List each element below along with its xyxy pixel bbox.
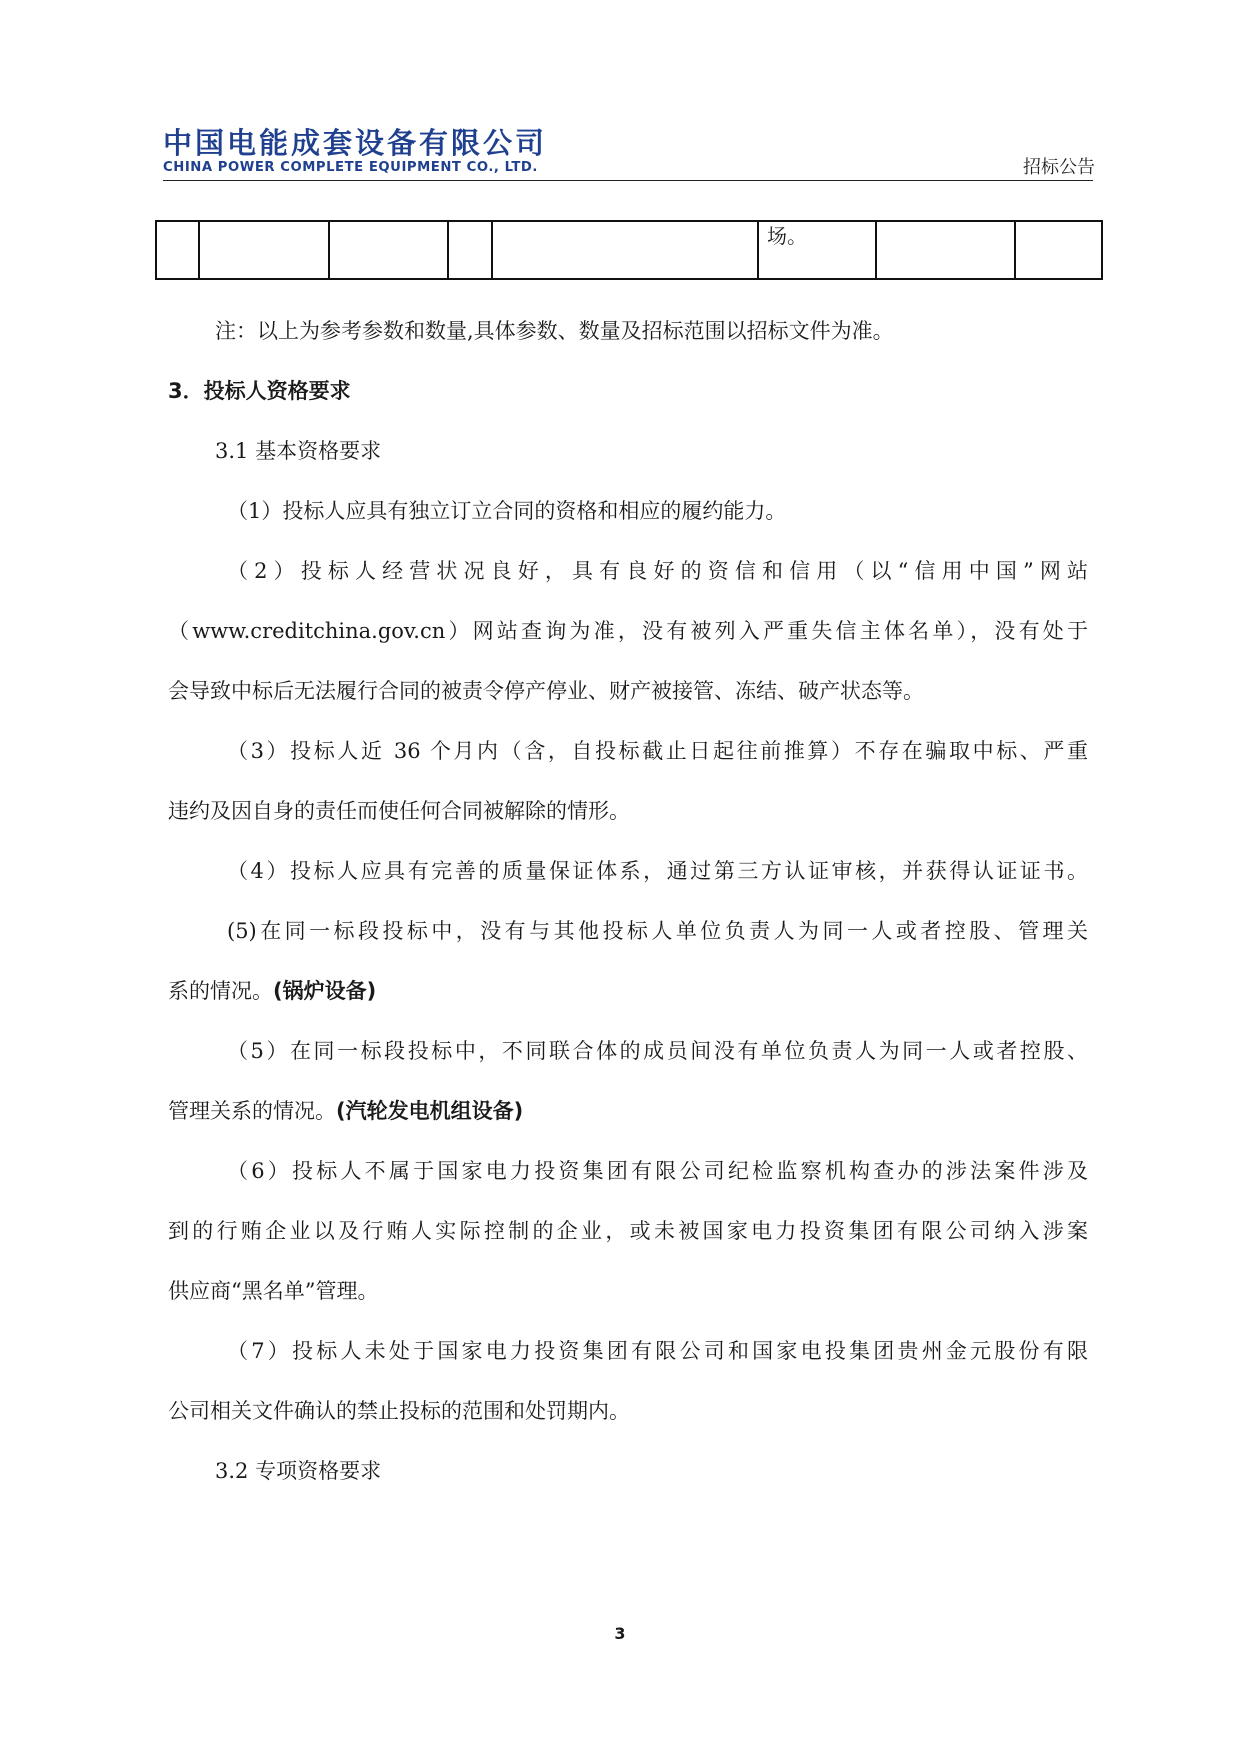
table-cell — [156, 221, 199, 279]
table-row — [156, 221, 1102, 279]
requirement-2-line-3: 会导致中标后无法履行合同的被责令停产停业、财产被接管、冻结、破产状态等。 — [168, 679, 924, 703]
table-cell — [492, 221, 758, 279]
requirement-7-line-2: 公司相关文件确认的禁止投标的范围和处罚期内。 — [168, 1399, 630, 1423]
table-cell — [199, 221, 329, 279]
requirement-5a-line-2 — [168, 968, 1088, 1028]
requirement-2-line-2: （www.creditchina.gov.cn）网站查询为准，没有被列入严重失信主体名单），没有处于 — [168, 619, 1088, 643]
requirement-5a-line-1: (5)在同一标段投标中，没有与其他投标人单位负责人为同一人或者控股、管理关 — [227, 919, 1088, 943]
table-cell: 场。 — [758, 221, 876, 279]
requirement-6-line-2: 到的行贿企业以及行贿人实际控制的企业，或未被国家电力投资集团有限公司纳入涉案 — [168, 1219, 1088, 1243]
requirement-3-line-2: 违约及因自身的责任而使任何合同被解除的情形。 — [168, 799, 630, 823]
section-3-1-heading: 3.1 基本资格要求 — [215, 439, 382, 463]
requirement-5b-text: 管理关系的情况。 — [168, 1099, 336, 1123]
document-type-label: 招标公告 — [1023, 157, 1095, 178]
requirement-5a-tag: (锅炉设备) — [273, 979, 377, 1003]
requirement-3-line-1: （3）投标人近 36 个月内（含，自投标截止日起往前推算）不存在骗取中标、严重 — [227, 739, 1088, 763]
requirement-5b-tag: (汽轮发电机组设备) — [336, 1099, 524, 1123]
requirement-5b-line-1: （5）在同一标段投标中，不同联合体的成员间没有单位负责人为同一人或者控股、 — [227, 1039, 1088, 1063]
requirement-2-line-1: （2）投标人经营状况良好，具有良好的资信和信用（以“信用中国”网站 — [227, 559, 1088, 583]
company-name-cn: 中国电能成套设备有限公司 — [163, 126, 548, 160]
document-body — [168, 308, 1088, 1508]
table-cell — [1015, 221, 1102, 279]
requirement-4: （4）投标人应具有完善的质量保证体系，通过第三方认证审核，并获得认证证书。 — [227, 859, 1088, 883]
section-3-heading: 3．投标人资格要求 — [168, 379, 351, 403]
table-cell — [876, 221, 1015, 279]
requirement-5b-line-2 — [168, 1088, 1088, 1148]
table-note: 注：以上为参考参数和数量,具体参数、数量及招标范围以招标文件为准。 — [215, 319, 894, 343]
company-name-en: CHINA POWER COMPLETE EQUIPMENT CO., LTD. — [163, 160, 538, 175]
table-cell — [448, 221, 492, 279]
requirement-7-line-1: （7）投标人未处于国家电力投资集团有限公司和国家电投集团贵州金元股份有限 — [227, 1339, 1088, 1363]
requirement-6-line-1: （6）投标人不属于国家电力投资集团有限公司纪检监察机构查办的涉法案件涉及 — [227, 1159, 1088, 1183]
company-logo — [163, 127, 547, 176]
table-cell — [329, 221, 448, 279]
requirement-5a-text: 系的情况。 — [168, 979, 273, 1003]
specs-table-fragment — [155, 220, 1103, 280]
section-3-2-heading: 3.2 专项资格要求 — [215, 1459, 382, 1483]
requirement-1: （1）投标人应具有独立订立合同的资格和相应的履约能力。 — [227, 499, 787, 523]
header-divider — [163, 180, 1093, 181]
page-number: 3 — [614, 1624, 626, 1643]
requirement-6-line-3: 供应商“黑名单”管理。 — [168, 1279, 379, 1303]
